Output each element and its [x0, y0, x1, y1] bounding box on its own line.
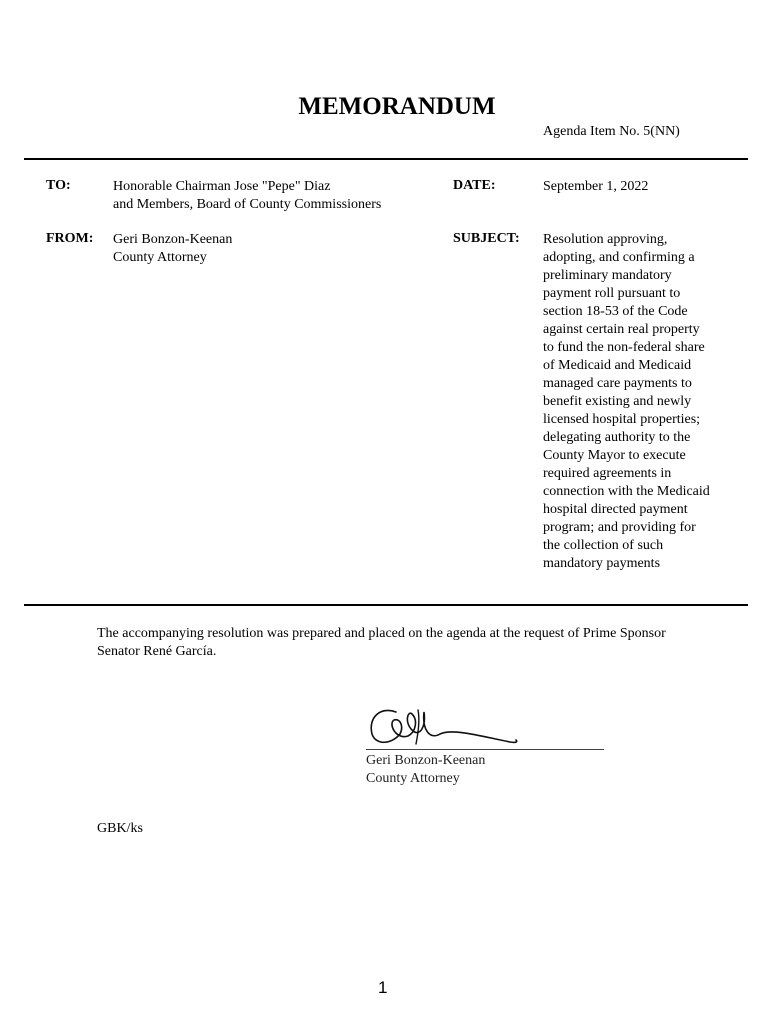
subject-line: of Medicaid and Medicaid [543, 358, 692, 373]
typist-initials: GBK/ks [97, 821, 143, 836]
signature-line [366, 749, 604, 750]
from-label: FROM: [46, 231, 94, 246]
subject-line: program; and providing for [543, 520, 696, 535]
date-value: September 1, 2022 [543, 179, 649, 194]
from-line: Geri Bonzon-Keenan [113, 232, 233, 247]
subject-line: delegating authority to the [543, 430, 691, 445]
agenda-item-number: Agenda Item No. 5(NN) [543, 124, 680, 139]
body-line: The accompanying resolution was prepared and placed on the agenda at the request of Prime Sponsor [97, 626, 666, 641]
bottom-divider [24, 604, 748, 606]
subject-line: payment roll pursuant to [543, 286, 681, 301]
signature-block [366, 752, 485, 788]
signer-title: County Attorney [366, 771, 460, 786]
memo-title: MEMORANDUM [298, 93, 496, 120]
handwritten-signature [360, 700, 540, 752]
subject-line: mandatory payments [543, 556, 661, 571]
body-line: Senator René García. [97, 644, 217, 659]
subject-line: the collection of such [543, 538, 664, 553]
subject-label: SUBJECT: [453, 231, 520, 246]
to-line: Honorable Chairman Jose "Pepe" Diaz [113, 179, 331, 194]
subject-line: hospital directed payment [543, 502, 688, 517]
to-recipients [113, 178, 381, 214]
subject-line: County Mayor to execute [543, 448, 686, 463]
subject-line: connection with the Medicaid [543, 484, 710, 499]
subject-line: preliminary mandatory [543, 268, 672, 283]
subject-line: to fund the non-federal share [543, 340, 705, 355]
to-label: TO: [46, 178, 71, 193]
date-label: DATE: [453, 178, 496, 193]
subject-line: required agreements in [543, 466, 672, 481]
subject-line: against certain real property [543, 322, 700, 337]
top-divider [24, 158, 748, 160]
subject-line: managed care payments to [543, 376, 692, 391]
subject-text [543, 231, 710, 573]
subject-line: licensed hospital properties; [543, 412, 701, 427]
from-line: County Attorney [113, 250, 207, 265]
signer-name: Geri Bonzon-Keenan [366, 753, 486, 768]
from-sender [113, 231, 232, 267]
memo-body [97, 625, 737, 661]
to-line: and Members, Board of County Commissioners [113, 197, 382, 212]
subject-line: benefit existing and newly [543, 394, 692, 409]
subject-line: section 18-53 of the Code [543, 304, 688, 319]
subject-line: Resolution approving, [543, 232, 668, 247]
page-number: 1 [378, 978, 388, 997]
subject-line: adopting, and confirming a [543, 250, 695, 265]
